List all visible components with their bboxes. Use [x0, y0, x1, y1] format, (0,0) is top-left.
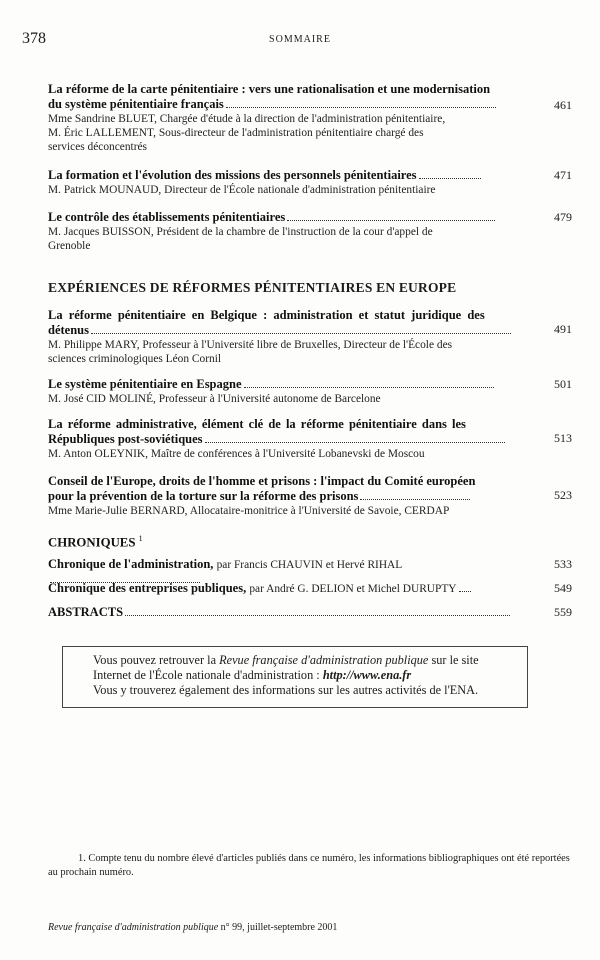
entry-title-cont: pour la prévention de la torture sur la réforme des prisons	[48, 489, 526, 504]
entry-author: M. Éric LALLEMENT, Sous-directeur de l'administration pénitentiaire chargé des	[48, 127, 424, 139]
entry-author: Grenoble	[48, 240, 91, 252]
running-head: SOMMAIRE	[269, 34, 331, 45]
page-ref: 479	[554, 210, 572, 224]
entry-title: La réforme pénitentiaire en Belgique : administration et statut juridique des	[48, 308, 485, 322]
page-ref: 471	[554, 168, 572, 182]
entry-author: sciences criminologiques Léon Cornil	[48, 353, 222, 365]
entry-author: M. Jacques BUISSON, Président de la chambre de l'instruction de la cour d'appel de	[48, 226, 433, 238]
page-number: 378	[22, 30, 46, 47]
entry-title-cont: du système pénitentiaire français	[48, 97, 526, 112]
section-heading: EXPÉRIENCES DE RÉFORMES PÉNITENTIAIRES EN EUROPE	[48, 280, 457, 295]
notice-line: Vous pouvez retrouver la Revue française d'administration publique sur le site	[93, 653, 479, 667]
entry-title: Le système pénitentiaire en Espagne	[48, 377, 526, 392]
toc-entry[interactable]	[48, 417, 526, 461]
page-ref: 461	[554, 98, 572, 112]
page-ref: 513	[554, 431, 572, 445]
page-ref: 491	[554, 322, 572, 336]
entry-title: Le contrôle des établissements pénitentiaires	[48, 210, 526, 225]
chroniques-heading: CHRONIQUES $^1$	[48, 534, 143, 550]
page-ref: 501	[554, 377, 572, 391]
notice-line: Vous y trouverez également des informations sur les autres activités de l'ENA.	[93, 683, 479, 697]
entry-author: M. Anton OLEYNIK, Maître de conférences à l'Université Lobanevski de Moscou	[48, 448, 425, 460]
toc-entry[interactable]	[48, 82, 526, 154]
entry-author: M. Philippe MARY, Professeur à l'Université libre de Bruxelles, Directeur de l'École des	[48, 339, 453, 351]
footnote: 1. Compte tenu du nombre élevé d'articles publiés dans ce numéro, les informations bibliographiques ont été reportées au prochain numéro.	[48, 853, 570, 878]
toc-entry[interactable]	[48, 474, 526, 518]
entry-title: La réforme administrative, élément clé de la réforme pénitentiaire dans les	[48, 417, 466, 431]
abstracts-entry[interactable]	[48, 605, 526, 620]
entry-author: Mme Sandrine BLUET, Chargée d'étude à la direction de l'administration pénitentiaire,	[48, 113, 446, 125]
ena-link[interactable]: http://www.ena.fr	[322, 668, 412, 682]
page-footer: Revue française d'administration publique n° 99, juillet-septembre 2001	[48, 922, 338, 933]
entry-title-cont: détenus	[48, 323, 526, 338]
chronique-line: Chronique de l'administration, par Francis CHAUVIN et Hervé RIHAL	[48, 557, 526, 587]
entry-title-cont: Républiques post-soviétiques	[48, 432, 526, 447]
page-ref: 559	[554, 605, 572, 619]
page-ref: 549	[554, 581, 572, 595]
chronique-line: Chronique des entreprises publiques, par André G. DELION et Michel DURUPTY	[48, 581, 526, 596]
notice-line: Internet de l'École nationale d'administration : http://www.ena.fr	[93, 668, 412, 682]
entry-title: La réforme de la carte pénitentiaire : vers une rationalisation et une modernisation	[48, 82, 491, 96]
toc-entry[interactable]	[48, 168, 526, 197]
abstracts-line: ABSTRACTS	[48, 605, 526, 620]
entry-author: services déconcentrés	[48, 141, 147, 153]
entry-title: Conseil de l'Europe, droits de l'homme et prisons : l'impact du Comité européen	[48, 474, 476, 488]
toc-entry[interactable]	[48, 210, 526, 253]
entry-title: La formation et l'évolution des missions des personnels pénitentiaires	[48, 168, 526, 183]
toc-entry[interactable]	[48, 377, 526, 406]
entry-author: M. José CID MOLINÉ, Professeur à l'Université autonome de Barcelone	[48, 393, 381, 405]
page-ref: 523	[554, 488, 572, 502]
entry-author: Mme Marie-Julie BERNARD, Allocataire-monitrice à l'Université de Savoie, CERDAP	[48, 505, 450, 517]
entry-author: M. Patrick MOUNAUD, Directeur de l'École nationale d'administration pénitentiaire	[48, 184, 436, 196]
toc-entry[interactable]	[48, 308, 526, 366]
notice-box	[62, 646, 528, 708]
page-ref: 533	[554, 557, 572, 571]
chronique-entry[interactable]	[48, 581, 526, 596]
